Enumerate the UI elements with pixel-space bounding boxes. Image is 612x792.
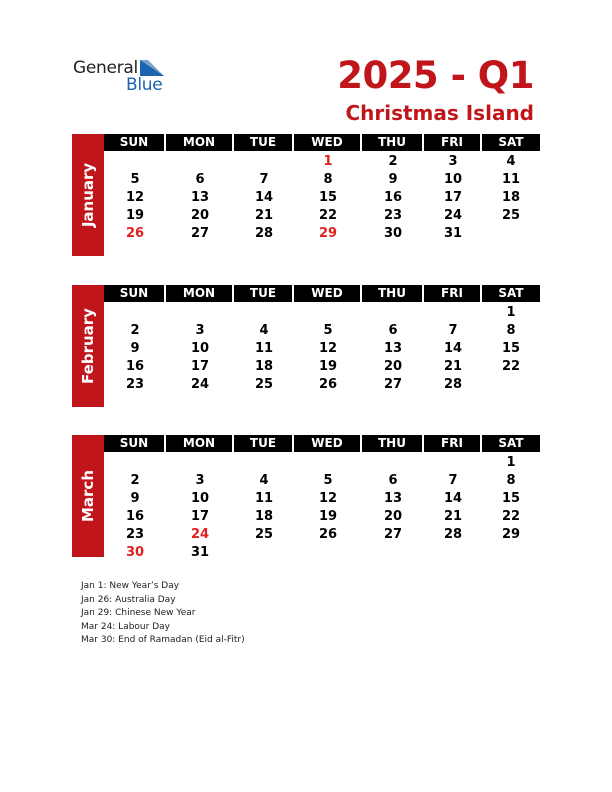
day-cell: 1 xyxy=(506,455,516,470)
weekday-label: THU xyxy=(362,435,422,452)
day-cell: 14 xyxy=(443,491,463,506)
day-cell xyxy=(424,304,482,322)
weekday-label: FRI xyxy=(424,285,480,302)
week-row xyxy=(104,153,540,171)
month-block-march xyxy=(72,435,540,560)
day-cell xyxy=(294,304,362,322)
day-cell: 17 xyxy=(190,509,210,524)
day-cell: 29 xyxy=(318,226,338,241)
month-label xyxy=(72,134,104,256)
day-cell: 28 xyxy=(254,226,274,241)
month-name: January xyxy=(79,162,97,228)
weekday-header xyxy=(104,134,540,151)
day-cell: 22 xyxy=(501,359,521,374)
holiday-item: Jan 29: Chinese New Year xyxy=(81,608,196,619)
day-cell: 9 xyxy=(130,491,140,506)
day-cell: 10 xyxy=(190,341,210,356)
day-cell: 7 xyxy=(259,172,269,187)
day-cell xyxy=(104,304,166,322)
week-row xyxy=(104,225,540,243)
day-cell xyxy=(362,544,424,562)
day-cell: 21 xyxy=(254,208,274,223)
day-cell: 5 xyxy=(130,172,140,187)
day-cell xyxy=(424,544,482,562)
day-cell: 28 xyxy=(443,377,463,392)
week-row xyxy=(104,322,540,340)
logo-text-general: General xyxy=(73,58,138,78)
day-cell: 15 xyxy=(501,341,521,356)
weekday-label: TUE xyxy=(234,435,292,452)
day-cell: 25 xyxy=(501,208,521,223)
weekday-label: WED xyxy=(294,285,360,302)
holiday-item: Mar 30: End of Ramadan (Eid al-Fitr) xyxy=(81,635,245,646)
day-cell: 15 xyxy=(501,491,521,506)
holiday-list xyxy=(81,580,245,648)
brand-logo xyxy=(73,58,173,96)
day-cell xyxy=(166,153,234,171)
holiday-item: Mar 24: Labour Day xyxy=(81,621,170,632)
day-grid xyxy=(104,454,540,562)
day-cell xyxy=(166,454,234,472)
weekday-header xyxy=(104,285,540,302)
weekday-label: SAT xyxy=(482,134,540,151)
day-cell: 14 xyxy=(443,341,463,356)
day-cell: 9 xyxy=(130,341,140,356)
day-cell xyxy=(362,304,424,322)
day-cell: 19 xyxy=(318,359,338,374)
day-cell: 6 xyxy=(388,323,398,338)
weekday-label: MON xyxy=(166,285,232,302)
weekday-label: SUN xyxy=(104,285,164,302)
day-cell: 7 xyxy=(448,473,458,488)
week-row xyxy=(104,472,540,490)
weekday-header xyxy=(104,435,540,452)
week-row xyxy=(104,376,540,394)
day-cell: 9 xyxy=(388,172,398,187)
day-cell: 3 xyxy=(195,323,205,338)
day-cell: 13 xyxy=(383,491,403,506)
day-cell: 2 xyxy=(130,473,140,488)
day-cell: 5 xyxy=(323,323,333,338)
day-cell: 21 xyxy=(443,359,463,374)
week-row xyxy=(104,544,540,562)
day-cell: 22 xyxy=(501,509,521,524)
holiday-item: Jan 26: Australia Day xyxy=(81,594,176,605)
day-cell: 24 xyxy=(190,527,210,542)
day-cell: 29 xyxy=(501,527,521,542)
day-cell xyxy=(234,304,294,322)
week-row xyxy=(104,526,540,544)
day-cell: 3 xyxy=(195,473,205,488)
day-cell: 16 xyxy=(125,509,145,524)
day-cell: 16 xyxy=(125,359,145,374)
day-cell: 24 xyxy=(443,208,463,223)
day-cell: 31 xyxy=(190,545,210,560)
weekday-label: THU xyxy=(362,134,422,151)
month-block-february xyxy=(72,285,540,407)
week-row xyxy=(104,508,540,526)
day-cell: 6 xyxy=(388,473,398,488)
day-cell: 18 xyxy=(501,190,521,205)
week-row xyxy=(104,207,540,225)
day-cell xyxy=(234,544,294,562)
day-cell: 26 xyxy=(318,527,338,542)
month-name: March xyxy=(79,469,97,523)
month-block-january xyxy=(72,134,540,256)
day-cell xyxy=(234,454,294,472)
day-cell: 30 xyxy=(125,545,145,560)
day-cell: 7 xyxy=(448,323,458,338)
day-cell: 31 xyxy=(443,226,463,241)
day-cell: 22 xyxy=(318,208,338,223)
day-cell xyxy=(104,454,166,472)
week-row xyxy=(104,454,540,472)
week-row xyxy=(104,189,540,207)
day-cell: 1 xyxy=(323,154,333,169)
day-cell: 12 xyxy=(125,190,145,205)
day-cell: 12 xyxy=(318,491,338,506)
day-cell xyxy=(362,454,424,472)
day-cell: 13 xyxy=(190,190,210,205)
day-cell: 11 xyxy=(254,491,274,506)
day-cell: 18 xyxy=(254,509,274,524)
day-cell: 1 xyxy=(506,305,516,320)
day-cell xyxy=(482,376,540,394)
day-cell: 5 xyxy=(323,473,333,488)
day-cell: 27 xyxy=(190,226,210,241)
weekday-label: MON xyxy=(166,134,232,151)
day-cell: 8 xyxy=(323,172,333,187)
day-cell: 10 xyxy=(190,491,210,506)
day-cell: 23 xyxy=(125,527,145,542)
day-cell: 19 xyxy=(125,208,145,223)
day-cell: 28 xyxy=(443,527,463,542)
day-cell: 17 xyxy=(190,359,210,374)
day-cell: 26 xyxy=(318,377,338,392)
day-cell: 27 xyxy=(383,527,403,542)
day-cell: 19 xyxy=(318,509,338,524)
week-row xyxy=(104,358,540,376)
day-cell: 8 xyxy=(506,323,516,338)
day-cell: 2 xyxy=(388,154,398,169)
day-cell: 18 xyxy=(254,359,274,374)
day-cell xyxy=(234,153,294,171)
day-cell: 4 xyxy=(259,323,269,338)
day-cell: 14 xyxy=(254,190,274,205)
day-cell: 27 xyxy=(383,377,403,392)
day-cell: 30 xyxy=(383,226,403,241)
day-cell: 11 xyxy=(501,172,521,187)
day-cell: 20 xyxy=(383,359,403,374)
month-label xyxy=(72,285,104,407)
day-cell: 23 xyxy=(125,377,145,392)
weekday-label: WED xyxy=(294,134,360,151)
day-cell: 26 xyxy=(125,226,145,241)
day-cell xyxy=(482,225,540,243)
weekday-label: FRI xyxy=(424,134,480,151)
week-row xyxy=(104,490,540,508)
day-cell xyxy=(104,153,166,171)
day-cell: 17 xyxy=(443,190,463,205)
month-name: February xyxy=(79,308,97,384)
day-grid xyxy=(104,153,540,243)
country-name: Christmas Island xyxy=(345,101,534,125)
weekday-label: TUE xyxy=(234,134,292,151)
day-cell: 16 xyxy=(383,190,403,205)
day-cell: 8 xyxy=(506,473,516,488)
day-cell: 6 xyxy=(195,172,205,187)
weekday-label: THU xyxy=(362,285,422,302)
weekday-label: MON xyxy=(166,435,232,452)
weekday-label: SAT xyxy=(482,435,540,452)
day-cell: 11 xyxy=(254,341,274,356)
week-row xyxy=(104,304,540,322)
day-cell: 3 xyxy=(448,154,458,169)
day-cell: 4 xyxy=(506,154,516,169)
day-cell: 20 xyxy=(190,208,210,223)
day-cell: 21 xyxy=(443,509,463,524)
day-cell xyxy=(166,304,234,322)
weekday-label: TUE xyxy=(234,285,292,302)
day-cell xyxy=(294,544,362,562)
weekday-label: SAT xyxy=(482,285,540,302)
day-cell xyxy=(482,544,540,562)
week-row xyxy=(104,340,540,358)
weekday-label: SUN xyxy=(104,134,164,151)
logo-text-blue: Blue xyxy=(126,75,163,95)
holiday-item: Jan 1: New Year’s Day xyxy=(81,581,180,591)
day-cell: 20 xyxy=(383,509,403,524)
day-cell: 15 xyxy=(318,190,338,205)
day-cell xyxy=(424,454,482,472)
page-title: 2025 - Q1 xyxy=(337,54,534,97)
day-cell: 24 xyxy=(190,377,210,392)
day-grid xyxy=(104,304,540,394)
day-cell: 25 xyxy=(254,527,274,542)
day-cell xyxy=(294,454,362,472)
day-cell: 13 xyxy=(383,341,403,356)
day-cell: 4 xyxy=(259,473,269,488)
day-cell: 2 xyxy=(130,323,140,338)
weekday-label: WED xyxy=(294,435,360,452)
day-cell: 12 xyxy=(318,341,338,356)
week-row xyxy=(104,171,540,189)
day-cell: 25 xyxy=(254,377,274,392)
month-label xyxy=(72,435,104,557)
day-cell: 23 xyxy=(383,208,403,223)
weekday-label: SUN xyxy=(104,435,164,452)
day-cell: 10 xyxy=(443,172,463,187)
weekday-label: FRI xyxy=(424,435,480,452)
